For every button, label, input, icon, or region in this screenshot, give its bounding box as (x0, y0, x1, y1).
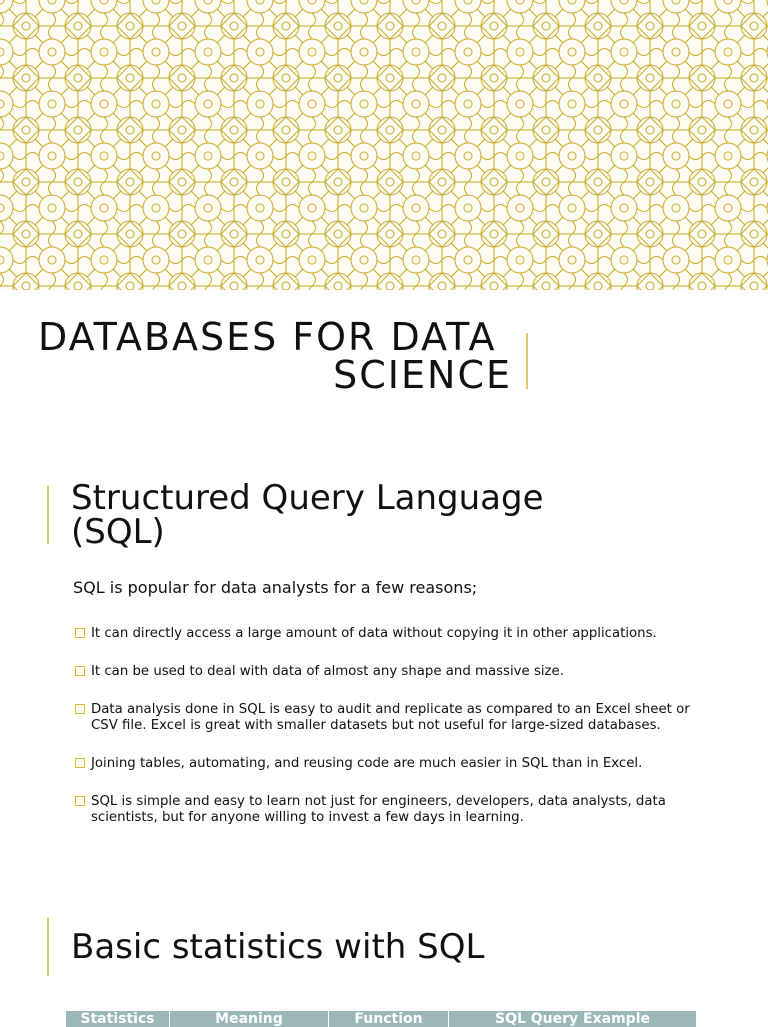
slide-title (38, 315, 512, 397)
stats-table-header (66, 1011, 696, 1027)
table-header-cell: SQL Query Example (495, 1011, 650, 1027)
bullet-text: Joining tables, automating, and reusing code are much easier in SQL than in Excel. (91, 756, 643, 771)
table-header-cell: Meaning (170, 1011, 329, 1027)
bullet-text: SQL is simple and easy to learn not just for engineers, developers, data analysts, data scientists, but for anyone willing to invest a few days in learning. (91, 794, 666, 825)
heading-accent-bar (47, 918, 49, 976)
section-heading-line2: (SQL) (71, 512, 165, 552)
square-bullet-icon (75, 796, 85, 806)
list-item (73, 702, 703, 734)
heading-accent-bar (47, 486, 49, 544)
section-heading-line1: Structured Query Language (71, 478, 544, 518)
table-header-cell: Statistics (66, 1011, 170, 1027)
square-bullet-icon (75, 666, 85, 676)
bullet-text: It can be used to deal with data of almost any shape and massive size. (91, 664, 564, 679)
title-accent-bar (526, 333, 528, 389)
bullet-text: Data analysis done in SQL is easy to audit and replicate as compared to an Excel sheet or CSV file. Excel is great with smaller datasets but not useful for large-sized databases. (91, 702, 690, 733)
square-bullet-icon (75, 704, 85, 714)
lattice-pattern-icon (0, 0, 768, 290)
list-item (73, 756, 703, 772)
table-header-cell: Function (329, 1011, 449, 1027)
list-item (73, 626, 703, 642)
slide-title-line2: SCIENCE (333, 353, 512, 397)
square-bullet-icon (75, 758, 85, 768)
list-item (73, 794, 703, 826)
section-heading-sql (71, 478, 544, 552)
list-item (73, 664, 703, 680)
square-bullet-icon (75, 628, 85, 638)
bullet-text: It can directly access a large amount of data without copying it in other applications. (91, 626, 657, 641)
section-heading-stats: Basic statistics with SQL (71, 927, 485, 967)
bullet-list (73, 626, 703, 848)
decorative-pattern (0, 0, 768, 290)
intro-text: SQL is popular for data analysts for a few reasons; (73, 578, 478, 597)
slide-title-line1: DATABASES FOR DATA (38, 315, 497, 359)
